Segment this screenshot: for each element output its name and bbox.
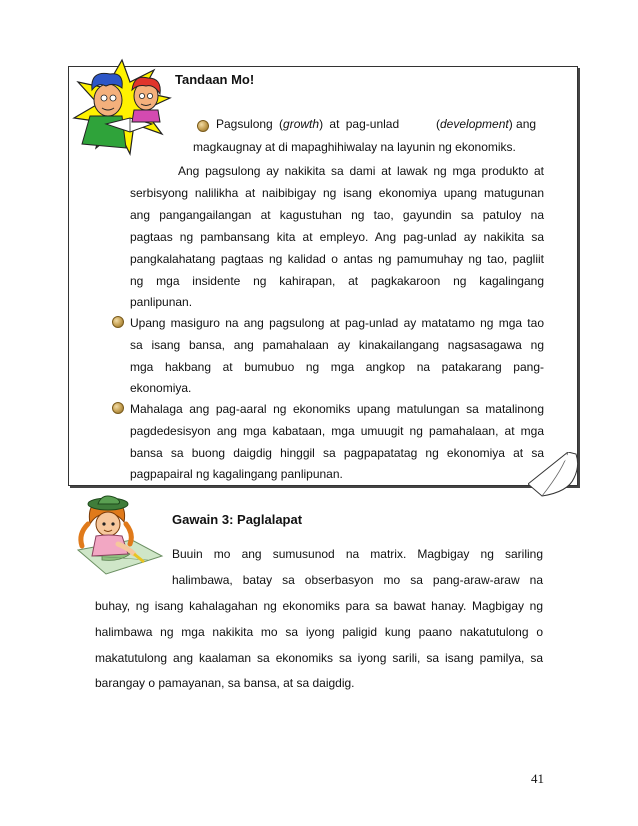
tandaan-p2-line0: Ang pagsulong ay nakikita sa dami at lawak ng mga produkto at	[178, 164, 544, 178]
girl-drawing-map-icon	[72, 494, 164, 580]
tandaan-p3-line3: ekonomiya.	[130, 381, 192, 395]
tandaan-p2-line3: pagtaas ng pambansang kita at empleyo. Ang pag-unlad ay nakikita sa	[130, 230, 544, 244]
page-number: 41	[531, 771, 544, 786]
tandaan-p2-line6: panlipunan.	[130, 295, 193, 309]
tandaan-p3-line0: Upang masiguro na ang pagsulong at pag-unlad ay matatamo ng mga tao	[130, 316, 544, 330]
tandaan-p2-line5: ng mga insidente ng kahirapan, at pagkakaroon ng kagalingang	[130, 274, 544, 288]
tandaan-p4-line2: bansa sa buong daigdig hinggil sa pagpapatatag ng ekonomiya at sa	[130, 446, 544, 460]
tandaan-p3-line2: mga hakbang at bumubuo ng mga angkop na patakarang pang-	[130, 360, 544, 374]
bullet-icon	[112, 316, 124, 328]
tandaan-p3-line1: sa isang bansa, ang pamahalaan ay kinakailangang nagsasagawa ng	[130, 338, 544, 352]
tandaan-p4-line1: pagdedesisyon ang mga kabataan, mga umuugit ng pamahalaan, at mga	[130, 424, 544, 438]
tandaan-p1-line2: magkaugnay at di mapaghihiwalay na layunin ng ekonomiks.	[193, 140, 516, 154]
gawain-line5: barangay o pamayanan, sa bansa, at sa daigdig.	[95, 676, 355, 690]
tandaan-p2-line2: ang pangangailangan at kagustuhan ng tao, gayundin sa patuloy na	[130, 208, 544, 222]
bullet-icon	[197, 120, 209, 132]
gawain-line0: Buuin mo ang sumusunod na matrix. Magbigay ng sariling	[172, 547, 543, 561]
gawain-line4: makatutulong ang kaalaman sa ekonomiks sa iyong sarili, sa isang pamilya, sa	[95, 651, 543, 665]
gawain-line1: halimbawa, batay sa obserbasyon mo sa pang-araw-araw na	[172, 573, 543, 587]
gawain-line3: halimbawa ng mga nakikita mo sa iyong paligid kung paano nakatutulong o	[95, 625, 543, 639]
tandaan-p1-line1a: Pagsulong (growth) at pag-unlad	[216, 117, 400, 131]
tandaan-p4-line0: Mahalaga ang pag-aaral ng ekonomiks upang matulungan sa matalinong	[130, 402, 544, 416]
tandaan-p2-line4: pangkalahatang pagtaas ng kalidad o antas ng pamumuhay ng tao, pagliit	[130, 252, 544, 266]
tandaan-p1-line1b: (development) ang	[436, 117, 537, 131]
bullet-icon	[112, 402, 124, 414]
gawain-line2: buhay, ng isang kahalagahan ng ekonomiks para sa bawat hanay. Magbigay ng	[95, 599, 543, 613]
tandaan-title: Tandaan Mo!	[175, 72, 255, 87]
tandaan-p2-line1: serbisyong nalilikha at naibibigay ng isang ekonomiya upang matugunan	[130, 186, 544, 200]
cartoon-students-reading-icon	[70, 52, 174, 162]
tandaan-p4-line3: pagpapairal ng kagalingang panlipunan.	[130, 467, 343, 481]
gawain-title: Gawain 3: Paglalapat	[172, 512, 303, 527]
